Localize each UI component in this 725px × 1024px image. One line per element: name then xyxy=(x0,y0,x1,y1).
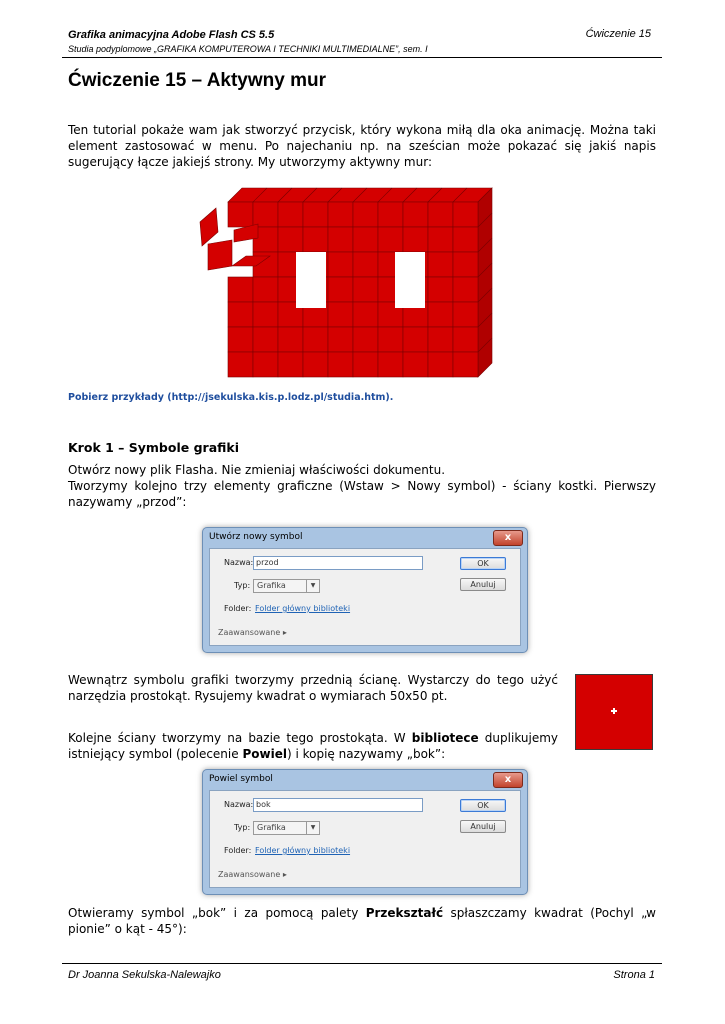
wall-side xyxy=(478,188,492,377)
name-input[interactable]: przod xyxy=(253,556,423,570)
text4-library: bibliotece xyxy=(411,731,479,745)
wall-brick xyxy=(278,202,303,227)
text4-part-a: Kolejne ściany tworzymy na bazie tego prostokąta. W xyxy=(68,731,412,745)
advanced-toggle[interactable] xyxy=(218,628,287,637)
text4-duplicate: Powiel xyxy=(242,747,287,761)
name-input[interactable]: bok xyxy=(253,798,423,812)
wall-brick xyxy=(228,302,253,327)
wall-brick xyxy=(353,277,378,302)
download-link[interactable]: Pobierz przykłady (http://jsekulska.kis.p.lodz.pl/studia.htm). xyxy=(68,392,394,403)
active-wall-illustration xyxy=(198,182,498,378)
footer-divider xyxy=(62,963,662,964)
folder-label: Folder: xyxy=(224,846,252,855)
step1-heading: Krok 1 – Symbole grafiki xyxy=(68,440,239,455)
header-title: Grafika animacyjna Adobe Flash CS 5.5 xyxy=(68,29,275,41)
wall-window-right xyxy=(395,252,425,308)
registration-point-icon xyxy=(611,708,617,714)
header-exercise: Ćwiczenie 15 xyxy=(585,28,651,40)
wall-brick xyxy=(378,327,403,352)
duplicate-symbol-dialog xyxy=(202,769,528,895)
wall-brick xyxy=(328,302,353,327)
wall-brick xyxy=(403,352,428,377)
wall-brick xyxy=(428,252,453,277)
cancel-button[interactable]: Anuluj xyxy=(460,820,506,833)
new-symbol-dialog xyxy=(202,527,528,653)
close-button[interactable]: x xyxy=(493,772,523,788)
name-label: Nazwa: xyxy=(224,558,254,567)
type-select-value: Grafika xyxy=(257,581,286,590)
wall-brick xyxy=(453,302,478,327)
step1-text4 xyxy=(68,730,558,762)
wall-brick xyxy=(453,327,478,352)
wall-brick xyxy=(403,202,428,227)
header-divider xyxy=(62,57,662,58)
chevron-down-icon: ▼ xyxy=(306,580,319,592)
footer-page: Strona 1 xyxy=(613,969,655,981)
cancel-button[interactable]: Anuluj xyxy=(460,578,506,591)
flying-brick xyxy=(208,240,232,270)
wall-brick xyxy=(453,277,478,302)
step1-text3: Wewnątrz symbolu grafiki tworzymy przednią ścianę. Wystarczy do tego użyć narzędzia prostokąt. Rysujemy kwadrat o wymiarach 50x50 pt. xyxy=(68,673,558,703)
ok-button[interactable]: OK xyxy=(460,799,506,812)
text5-part-c: spłaszczamy kwadrat (Pochyl „w pionie” o kąt - 45°): xyxy=(68,906,656,936)
wall-brick xyxy=(403,227,428,252)
wall-brick xyxy=(453,352,478,377)
step1-text1: Otwórz nowy plik Flasha. Nie zmieniaj właściwości dokumentu. xyxy=(68,463,446,477)
wall-brick xyxy=(328,277,353,302)
text4-part-e: ) i kopię nazywamy „bok”: xyxy=(286,747,446,761)
wall-brick xyxy=(353,352,378,377)
wall-brick xyxy=(353,202,378,227)
step1-text2: Tworzymy kolejno trzy elementy graficzne (Wstaw > Nowy symbol) - ściany kostki. Pierwszy nazywamy „przod”: xyxy=(68,479,656,509)
wall-brick xyxy=(303,202,328,227)
wall-brick xyxy=(253,352,278,377)
wall-brick xyxy=(278,352,303,377)
type-label: Typ: xyxy=(234,581,251,590)
dialog-title: Utwórz nowy symbol xyxy=(209,532,303,542)
wall-brick xyxy=(428,302,453,327)
page-title: Ćwiczenie 15 – Aktywny mur xyxy=(68,70,327,91)
wall-brick xyxy=(353,302,378,327)
type-select-value: Grafika xyxy=(257,823,286,832)
dialog-title: Powiel symbol xyxy=(209,774,273,784)
wall-brick xyxy=(453,202,478,227)
type-select[interactable] xyxy=(253,821,320,835)
folder-link[interactable]: Folder główny biblioteki xyxy=(255,604,351,613)
folder-link[interactable]: Folder główny biblioteki xyxy=(255,846,351,855)
wall-brick xyxy=(378,202,403,227)
wall-brick xyxy=(328,227,353,252)
wall-brick xyxy=(378,352,403,377)
triangle-right-icon: ▸ xyxy=(282,870,287,879)
text5-part-a: Otwieramy symbol „bok” i za pomocą palety xyxy=(68,906,366,920)
wall-brick xyxy=(253,202,278,227)
wall-brick xyxy=(303,352,328,377)
wall-brick xyxy=(353,252,378,277)
wall-brick xyxy=(428,352,453,377)
header-subtitle: Studia podyplomowe „GRAFIKA KOMPUTEROWA I TECHNIKI MULTIMEDIALNE”, sem. I xyxy=(68,44,428,54)
wall-brick xyxy=(428,227,453,252)
wall-brick xyxy=(328,252,353,277)
wall-brick xyxy=(228,202,253,227)
wall-brick xyxy=(303,227,328,252)
wall-brick xyxy=(428,327,453,352)
wall-brick xyxy=(228,277,253,302)
wall-window-left xyxy=(296,252,326,308)
chevron-down-icon: ▼ xyxy=(306,822,319,834)
wall-brick xyxy=(303,327,328,352)
wall-brick xyxy=(353,327,378,352)
wall-brick xyxy=(403,327,428,352)
wall-brick xyxy=(278,327,303,352)
type-select[interactable] xyxy=(253,579,320,593)
intro-paragraph: Ten tutorial pokaże wam jak stworzyć przycisk, który wykona miłą dla oka animację. Można taki element zastosować w menu. Po najechaniu np. na sześcian może pokazać się jakiś napis sugerujący łącze jakiejś strony. My utworzymy aktywny mur: xyxy=(68,123,656,169)
wall-brick xyxy=(328,352,353,377)
wall-brick xyxy=(328,202,353,227)
advanced-label: Zaawansowane xyxy=(218,870,281,879)
front-face-square xyxy=(575,674,653,750)
wall-brick xyxy=(353,227,378,252)
triangle-right-icon: ▸ xyxy=(282,628,287,637)
folder-label: Folder: xyxy=(224,604,252,613)
wall-brick xyxy=(253,302,278,327)
wall-brick xyxy=(453,252,478,277)
close-button[interactable]: x xyxy=(493,530,523,546)
advanced-toggle[interactable] xyxy=(218,870,287,879)
advanced-label: Zaawansowane xyxy=(218,628,281,637)
text4-part-c: duplikujemy istniejący symbol (polecenie xyxy=(68,731,559,761)
wall-brick xyxy=(253,327,278,352)
step1-text5 xyxy=(68,905,656,937)
wall-brick xyxy=(428,277,453,302)
name-label: Nazwa: xyxy=(224,800,254,809)
dialog-body xyxy=(209,790,521,888)
wall-brick xyxy=(253,277,278,302)
ok-button[interactable]: OK xyxy=(460,557,506,570)
dialog-body xyxy=(209,548,521,646)
text5-transform: Przekształć xyxy=(365,906,444,920)
wall-brick xyxy=(228,327,253,352)
wall-brick xyxy=(453,227,478,252)
flying-brick xyxy=(200,208,218,246)
footer-author: Dr Joanna Sekulska-Nalewajko xyxy=(68,969,221,981)
wall-brick xyxy=(378,227,403,252)
type-label: Typ: xyxy=(234,823,251,832)
wall-brick xyxy=(428,202,453,227)
wall-brick xyxy=(328,327,353,352)
wall-brick xyxy=(228,352,253,377)
wall-brick xyxy=(278,227,303,252)
